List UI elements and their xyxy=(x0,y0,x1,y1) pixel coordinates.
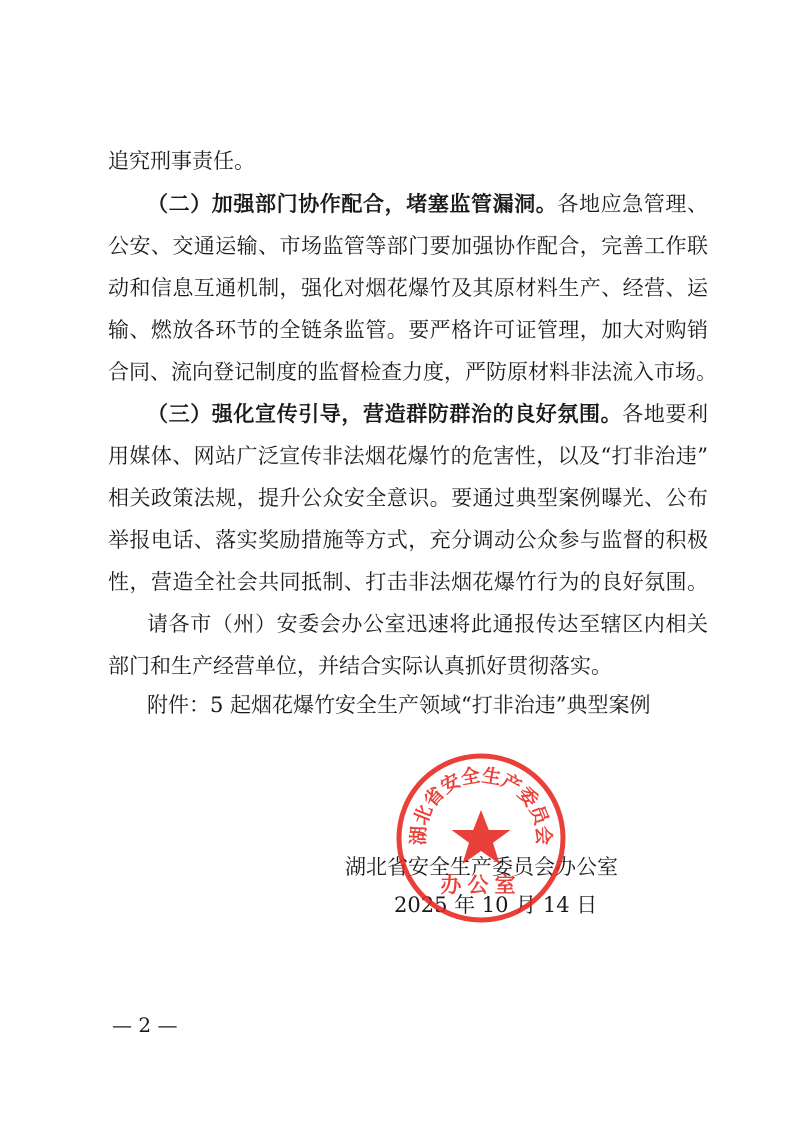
seal-star-icon xyxy=(452,810,511,864)
seal-top-text: 湖北省安全生产委员会 xyxy=(407,764,555,846)
seal-bottom-text: 办公室 xyxy=(440,872,522,897)
body-line-11: 性，营造全社会共同抵制、打击非法烟花爆竹行为的良好氛围。 xyxy=(108,570,708,594)
attachment-line: 附件：5 起烟花爆竹安全生产领域“打非治违”典型案例 xyxy=(147,693,651,717)
section-2-first-line xyxy=(147,189,708,219)
official-seal xyxy=(395,752,567,924)
body-line-6: 合同、流向登记制度的监督检查力度，严防原材料非法流入市场。 xyxy=(108,360,717,384)
section-3-first-line xyxy=(147,399,708,429)
section-3-lead: 各地要利 xyxy=(622,402,709,426)
body-line-1: 追究刑事责任。 xyxy=(108,149,255,173)
body-line-13: 部门和生产经营单位，并结合实际认真抓好贯彻落实。 xyxy=(108,654,612,678)
body-line-3: 公安、交通运输、市场监管等部门要加强协作配合，完善工作联 xyxy=(108,234,708,258)
body-line-9: 相关政策法规，提升公众安全意识。要通过典型案例曝光、公布 xyxy=(108,486,708,510)
section-3-heading: （三）强化宣传引导，营造群防群治的良好氛围。 xyxy=(147,401,623,426)
body-line-8: 用媒体、网站广泛宣传非法烟花爆竹的危害性，以及“打非治违” xyxy=(108,444,708,468)
body-line-10: 举报电话、落实奖励措施等方式，充分调动公众参与监督的积极 xyxy=(108,528,708,552)
section-2-heading: （二）加强部门协作配合，堵塞监管漏洞。 xyxy=(147,191,558,216)
body-line-5: 输、燃放各环节的全链条监管。要严格许可证管理，加大对购销 xyxy=(108,318,708,342)
signature-org: 湖北省安全生产委员会办公室 xyxy=(345,855,618,879)
page-number: — 2 — xyxy=(112,1013,178,1037)
section-2-lead: 各地应急管理、 xyxy=(557,192,709,216)
body-line-4: 动和信息互通机制，强化对烟花爆竹及其原材料生产、经营、运 xyxy=(108,276,708,300)
signature-date: 2025 年 10 月 14 日 xyxy=(394,893,598,917)
body-line-12: 请各市（州）安委会办公室迅速将此通报传达至辖区内相关 xyxy=(147,612,708,636)
